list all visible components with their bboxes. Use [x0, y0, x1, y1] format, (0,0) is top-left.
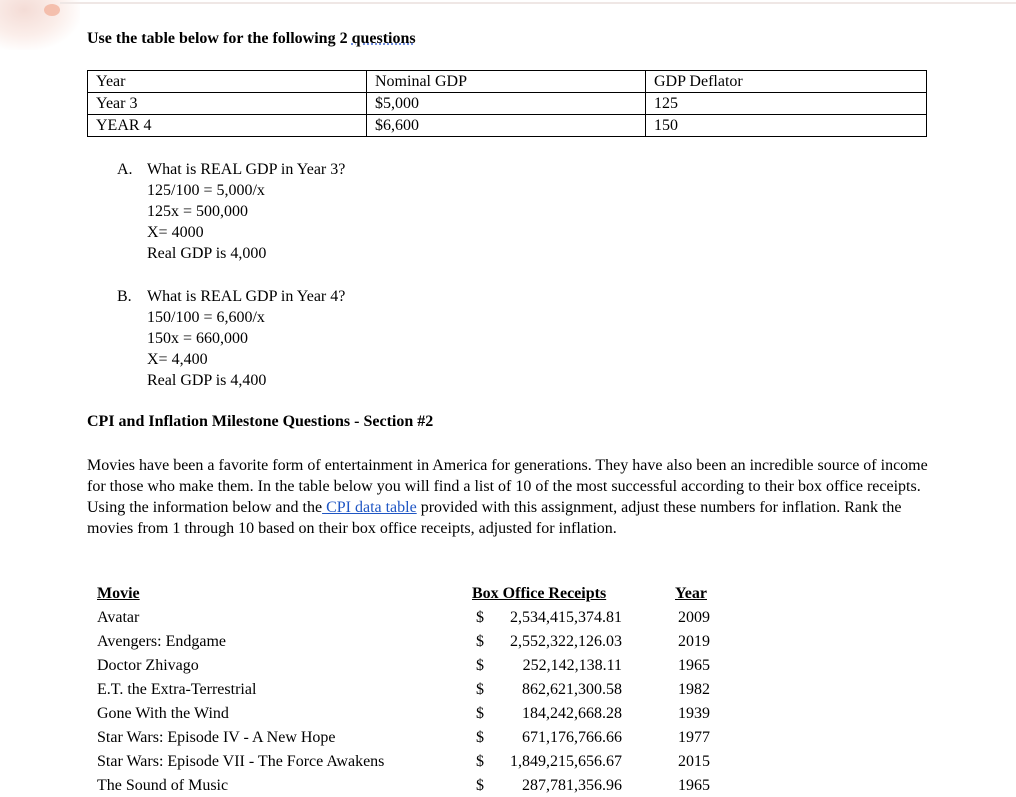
movie-year: 1939 — [678, 705, 710, 722]
movie-year: 2019 — [678, 633, 710, 650]
currency-sign: $ — [476, 777, 484, 794]
question-b-work-line: 150/100 = 6,600/x — [147, 309, 265, 326]
paragraph-text-start: Movies have been a favorite form of entertainment in America for generations. They have also been an incredible source of income for those who make them. In the table below you will find a list of 10 of the most successful according to their box office receipts. Using the information below and the — [87, 457, 928, 516]
question-b-marker: B. — [117, 288, 132, 305]
gdp-table — [87, 70, 927, 137]
top-rule — [60, 2, 1016, 4]
intro-heading — [87, 30, 416, 48]
question-a-prompt: What is REAL GDP in Year 3? — [147, 161, 346, 178]
gdp-header-deflator: GDP Deflator — [646, 71, 927, 93]
question-b-prompt: What is REAL GDP in Year 4? — [147, 288, 346, 305]
currency-sign: $ — [476, 633, 484, 650]
currency-sign: $ — [476, 729, 484, 746]
receipts-column-header: Box Office Receipts — [472, 585, 607, 602]
question-b-work-line: X= 4,400 — [147, 351, 208, 368]
receipts-value: 2,552,322,126.03 — [510, 633, 622, 650]
currency-sign: $ — [476, 705, 484, 722]
movie-title: Avatar — [97, 609, 140, 626]
receipts-cell — [476, 681, 622, 699]
receipts-value: 287,781,356.96 — [522, 777, 622, 794]
question-a-work-line: 125/100 = 5,000/x — [147, 182, 265, 199]
movie-year: 1977 — [678, 729, 710, 746]
question-a-work-line: 125x = 500,000 — [147, 203, 249, 220]
movie-year: 1982 — [678, 681, 710, 698]
movie-title: Avengers: Endgame — [97, 633, 226, 650]
gdp-cell-deflator: 150 — [646, 115, 927, 137]
currency-sign: $ — [476, 657, 484, 674]
question-b-answer: Real GDP is 4,400 — [147, 372, 267, 389]
receipts-cell — [476, 753, 622, 771]
question-a-answer: Real GDP is 4,000 — [147, 245, 267, 262]
receipts-cell — [476, 729, 622, 747]
movie-year: 2015 — [678, 753, 710, 770]
receipts-value: 671,176,766.66 — [522, 729, 622, 746]
gdp-header-nominal: Nominal GDP — [367, 71, 646, 93]
intro-heading-text: Use the table below for the following 2 — [87, 30, 352, 47]
receipts-value: 862,621,300.58 — [522, 681, 622, 698]
currency-sign: $ — [476, 609, 484, 626]
receipts-value: 1,849,215,656.67 — [510, 753, 622, 770]
gdp-cell-year: YEAR 4 — [88, 115, 367, 137]
movie-column-header: Movie — [97, 585, 140, 602]
section-heading: CPI and Inflation Milestone Questions - Section #2 — [87, 413, 434, 430]
gdp-table-header-row — [88, 71, 927, 93]
paragraph-text-end: provided with this assignment, adjust these numbers for inflation. Rank the movies from 1 through 10 based on their box office receipts, adjusted for inflation. — [87, 499, 902, 537]
movie-year: 1965 — [678, 657, 710, 674]
gdp-cell-nominal: $5,000 — [367, 93, 646, 115]
movie-title: Gone With the Wind — [97, 705, 229, 722]
movie-year: 1965 — [678, 777, 710, 794]
receipts-value: 252,142,138.11 — [522, 657, 622, 674]
movie-title: Star Wars: Episode VII - The Force Awakens — [97, 753, 385, 770]
corner-decoration — [0, 0, 80, 50]
gdp-header-year: Year — [88, 71, 367, 93]
currency-sign: $ — [476, 681, 484, 698]
gdp-cell-deflator: 125 — [646, 93, 927, 115]
question-a-work-line: X= 4000 — [147, 224, 204, 241]
receipts-value: 2,534,415,374.81 — [510, 609, 622, 626]
movie-title: Doctor Zhivago — [97, 657, 199, 674]
cpi-data-table-link[interactable]: CPI data table — [322, 499, 417, 516]
receipts-cell — [476, 609, 622, 627]
year-column-header: Year — [675, 585, 707, 602]
table-row — [88, 93, 927, 115]
currency-sign: $ — [476, 753, 484, 770]
movie-title: The Sound of Music — [97, 777, 229, 794]
question-a-marker: A. — [117, 161, 133, 178]
movie-year: 2009 — [678, 609, 710, 626]
table-row — [88, 115, 927, 137]
question-b-work-line: 150x = 660,000 — [147, 330, 249, 347]
receipts-cell — [476, 657, 622, 675]
movie-title: Star Wars: Episode IV - A New Hope — [97, 729, 336, 746]
section-paragraph — [87, 455, 932, 539]
receipts-cell — [476, 705, 622, 723]
gdp-cell-nominal: $6,600 — [367, 115, 646, 137]
movie-title: E.T. the Extra-Terrestrial — [97, 681, 257, 698]
gdp-cell-year: Year 3 — [88, 93, 367, 115]
receipts-value: 184,242,668.28 — [522, 705, 622, 722]
receipts-cell — [476, 777, 622, 795]
receipts-cell — [476, 633, 622, 651]
intro-heading-underlined-word: questions — [351, 30, 416, 47]
